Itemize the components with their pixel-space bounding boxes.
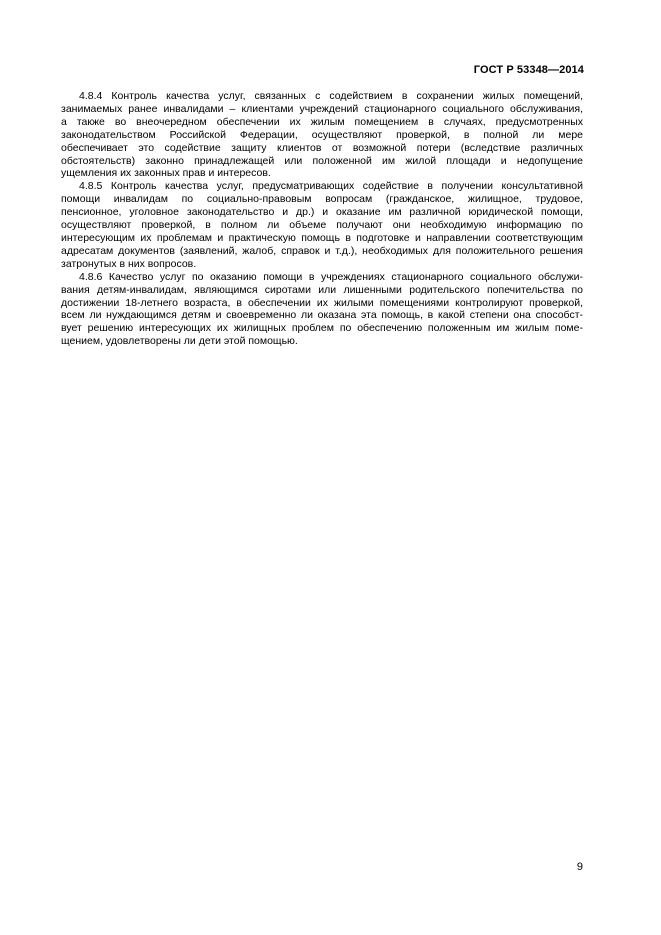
paragraph-line: всем ли нуждающимся детям и своевременно ли оказана эта помощь, в какой степени она способст- <box>61 309 583 322</box>
paragraph-line: занимаемых ранее инвалидами – клиентами учреждений стационарного социального обслуживания, <box>61 102 583 115</box>
paragraph-line: обеспечивает это содействие защиту клиентов от возможной потери (вследствие различных <box>61 141 583 154</box>
paragraph-line: затронутых в них вопросов. <box>61 257 197 270</box>
paragraph-line: вует решению интересующих их жилищных проблем по обеспечению положенным им жилым поме- <box>61 322 583 335</box>
paragraph-line: 4.8.5 Контроль качества услуг, предусматривающих содействие в получении консультативной <box>79 180 583 193</box>
paragraph-line: интересующим их проблемам и практическую помощь в подготовке и направлении соответствующим <box>61 231 583 244</box>
paragraph-line: а также во внеочередном обеспечении их жилым помещением в случаях, предусмотренных <box>61 115 583 128</box>
paragraph-line: 4.8.4 Контроль качества услуг, связанных с содействием в сохранении жилых помещений, <box>79 90 583 102</box>
paragraph-line: ущемления их законных прав и интересов. <box>61 167 271 180</box>
paragraph-4-8-4 <box>61 90 583 180</box>
standard-code-header: ГОСТ Р 53348—2014 <box>473 64 584 76</box>
paragraph-line: обстоятельств) законно принадлежащей или положенной им жилой площади и недопущение <box>61 154 583 167</box>
paragraph-4-8-5 <box>61 180 583 270</box>
paragraph-line: осуществляют проверкой, в полном ли объеме получают они необходимую информацию по <box>61 219 583 232</box>
page-number: 9 <box>576 861 583 873</box>
paragraph-line: щением, удовлетворены ли дети этой помощью. <box>61 335 298 348</box>
paragraph-line: пенсионное, уголовное законодательство и др.) и оказание им различной юридической помощи, <box>61 206 583 219</box>
paragraph-line: вания детям-инвалидам, являющимся сиротами или лишенными родительского попечительства по <box>61 283 583 296</box>
paragraph-line: помощи инвалидам по социально-правовым вопросам (гражданское, жилищное, трудовое, <box>61 193 583 206</box>
paragraph-line: адресатам документов (заявлений, жалоб, справок и т.д.), необходимых для положительного решения <box>61 244 583 257</box>
paragraph-line: законодательством Российской Федерации, осуществляют проверкой, в полной ли мере <box>61 128 583 141</box>
paragraph-4-8-6 <box>61 271 583 348</box>
paragraph-line: 4.8.6 Качество услуг по оказанию помощи в учреждениях стационарного социального обслужи- <box>79 270 583 283</box>
document-body <box>61 90 583 348</box>
paragraph-line: достижении 18-летнего возраста, в обеспечении их жилыми помещениями контролируют проверкой, <box>61 296 583 309</box>
